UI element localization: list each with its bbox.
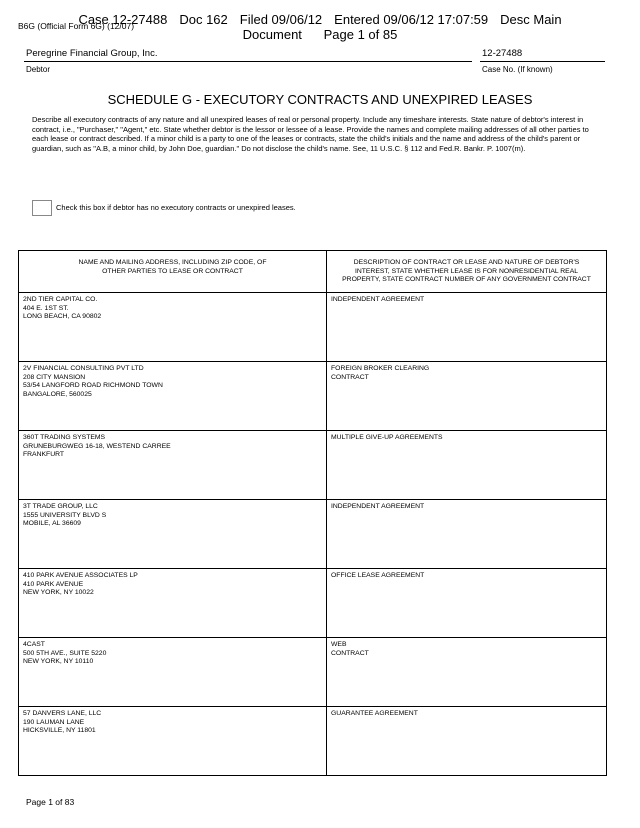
address-line: 410 PARK AVENUE ASSOCIATES LP bbox=[23, 572, 138, 579]
debtor-label: Debtor bbox=[26, 65, 51, 74]
party-address-cell bbox=[19, 638, 327, 707]
party-address-cell bbox=[19, 431, 327, 500]
description-line: GUARANTEE AGREEMENT bbox=[331, 710, 418, 717]
address-line: BANGALORE, 560025 bbox=[23, 391, 92, 399]
entered-date-stamp: Entered 09/06/12 17:07:59 bbox=[334, 12, 489, 27]
description-line: WEB bbox=[331, 641, 347, 648]
address-line: 360T TRADING SYSTEMS bbox=[23, 434, 106, 441]
party-address-cell bbox=[19, 500, 327, 569]
column-header-parties: NAME AND MAILING ADDRESS, INCLUDING ZIP CODE, OF OTHER PARTIES TO LEASE OR CONTRACT bbox=[19, 251, 327, 293]
address-line: HICKSVILLE, NY 11801 bbox=[23, 727, 96, 735]
description-line: CONTRACT bbox=[331, 373, 369, 381]
address-line: 410 PARK AVENUE bbox=[23, 580, 84, 588]
address-line: MOBILE, AL 36609 bbox=[23, 520, 81, 528]
description-line: MULTIPLE GIVE-UP AGREEMENTS bbox=[331, 434, 443, 441]
table-row bbox=[19, 293, 607, 362]
form-id: B6G (Official Form 6G) (12/07) bbox=[18, 21, 135, 31]
table-body bbox=[19, 293, 607, 776]
address-line: 2V FINANCIAL CONSULTING PVT LTD bbox=[23, 365, 144, 372]
debtor-underline bbox=[24, 61, 472, 62]
no-contracts-checkbox-label: Check this box if debtor has no executory contracts or unexpired leases. bbox=[56, 203, 296, 212]
filed-date-stamp: Filed 09/06/12 bbox=[239, 12, 323, 27]
contract-description-cell bbox=[327, 293, 607, 362]
address-line: LONG BEACH, CA 90802 bbox=[23, 313, 102, 321]
address-line: FRANKFURT bbox=[23, 451, 65, 459]
party-address-cell bbox=[19, 362, 327, 431]
address-line: 53/54 LANGFORD ROAD RICHMOND TOWN bbox=[23, 382, 163, 390]
page-footer: Page 1 of 83 bbox=[26, 797, 75, 807]
contract-description-cell bbox=[327, 431, 607, 500]
party-address-cell bbox=[19, 293, 327, 362]
contract-description-cell bbox=[327, 569, 607, 638]
address-line: NEW YORK, NY 10110 bbox=[23, 658, 94, 666]
case-underline bbox=[480, 61, 605, 62]
court-filing-header bbox=[0, 12, 640, 42]
description-line: INDEPENDENT AGREEMENT bbox=[331, 296, 425, 303]
instructions-text: Describe all executory contracts of any nature and all unexpired leases of real or personal property. Include any timeshare interests. State nature of debtor's interest in contract, i.e., "Purchaser," "Agent," etc. State whether debtor is the lessor or lessee of a lease. Provide the names and complete mailing addresses of all other parties to each lease or contract described. If a minor child is a party to one of the leases or contracts, state the child's initials and the name and address of the child's parent or guardian, such as "A.B, a minor child, by John Doe, guardian." Do not disclose the child's name. See, 11 U.S.C. § 112 and Fed.R. Bankr. P. 1007(m). bbox=[32, 115, 589, 153]
address-line: 3T TRADE GROUP, LLC bbox=[23, 503, 98, 510]
case-number-stamp: Case 12-27488 bbox=[78, 12, 168, 27]
table-row bbox=[19, 362, 607, 431]
description-line: CONTRACT bbox=[331, 649, 369, 657]
address-line: 190 LAUMAN LANE bbox=[23, 718, 85, 726]
document-page-stamp: Document Page 1 of 85 bbox=[242, 27, 398, 42]
address-line: NEW YORK, NY 10022 bbox=[23, 589, 94, 597]
no-contracts-checkbox[interactable] bbox=[32, 200, 52, 216]
contract-description-cell bbox=[327, 500, 607, 569]
column-header-description: DESCRIPTION OF CONTRACT OR LEASE AND NATURE OF DEBTOR'S INTEREST, STATE WHETHER LEASE IS FOR NONRESIDENTIAL REAL PROPERTY, STATE CONTRACT NUMBER OF ANY GOVERNMENT CONTRACT bbox=[327, 251, 607, 293]
address-line: 2ND TIER CAPITAL CO. bbox=[23, 296, 98, 303]
party-address-cell bbox=[19, 707, 327, 776]
description-line: OFFICE LEASE AGREEMENT bbox=[331, 572, 425, 579]
debtor-name: Peregrine Financial Group, Inc. bbox=[26, 48, 158, 59]
table-row bbox=[19, 569, 607, 638]
address-line: 1555 UNIVERSITY BLVD S bbox=[23, 511, 107, 519]
case-number: 12-27488 bbox=[482, 48, 523, 59]
address-line: 4CAST bbox=[23, 641, 45, 648]
desc-stamp: Desc Main bbox=[500, 12, 562, 27]
table-row bbox=[19, 638, 607, 707]
address-line: 57 DANVERS LANE, LLC bbox=[23, 710, 102, 717]
table-row bbox=[19, 500, 607, 569]
table-header-row bbox=[19, 251, 607, 293]
contract-description-cell bbox=[327, 638, 607, 707]
table-row bbox=[19, 707, 607, 776]
description-line: FOREIGN BROKER CLEARING bbox=[331, 365, 430, 372]
doc-number-stamp: Doc 162 bbox=[179, 12, 228, 27]
description-line: INDEPENDENT AGREEMENT bbox=[331, 503, 425, 510]
address-line: 208 CITY MANSION bbox=[23, 373, 86, 381]
table-row bbox=[19, 431, 607, 500]
schedule-title: SCHEDULE G - EXECUTORY CONTRACTS AND UNEXPIRED LEASES bbox=[107, 92, 533, 107]
contract-description-cell bbox=[327, 707, 607, 776]
case-number-label: Case No. (If known) bbox=[482, 65, 553, 74]
contracts-table bbox=[18, 250, 607, 776]
address-line: GRUNEBURGWEG 16-18, WESTEND CARREE bbox=[23, 442, 171, 450]
address-line: 404 E. 1ST ST. bbox=[23, 304, 69, 312]
address-line: 500 5TH AVE., SUITE 5220 bbox=[23, 649, 107, 657]
party-address-cell bbox=[19, 569, 327, 638]
contract-description-cell bbox=[327, 362, 607, 431]
